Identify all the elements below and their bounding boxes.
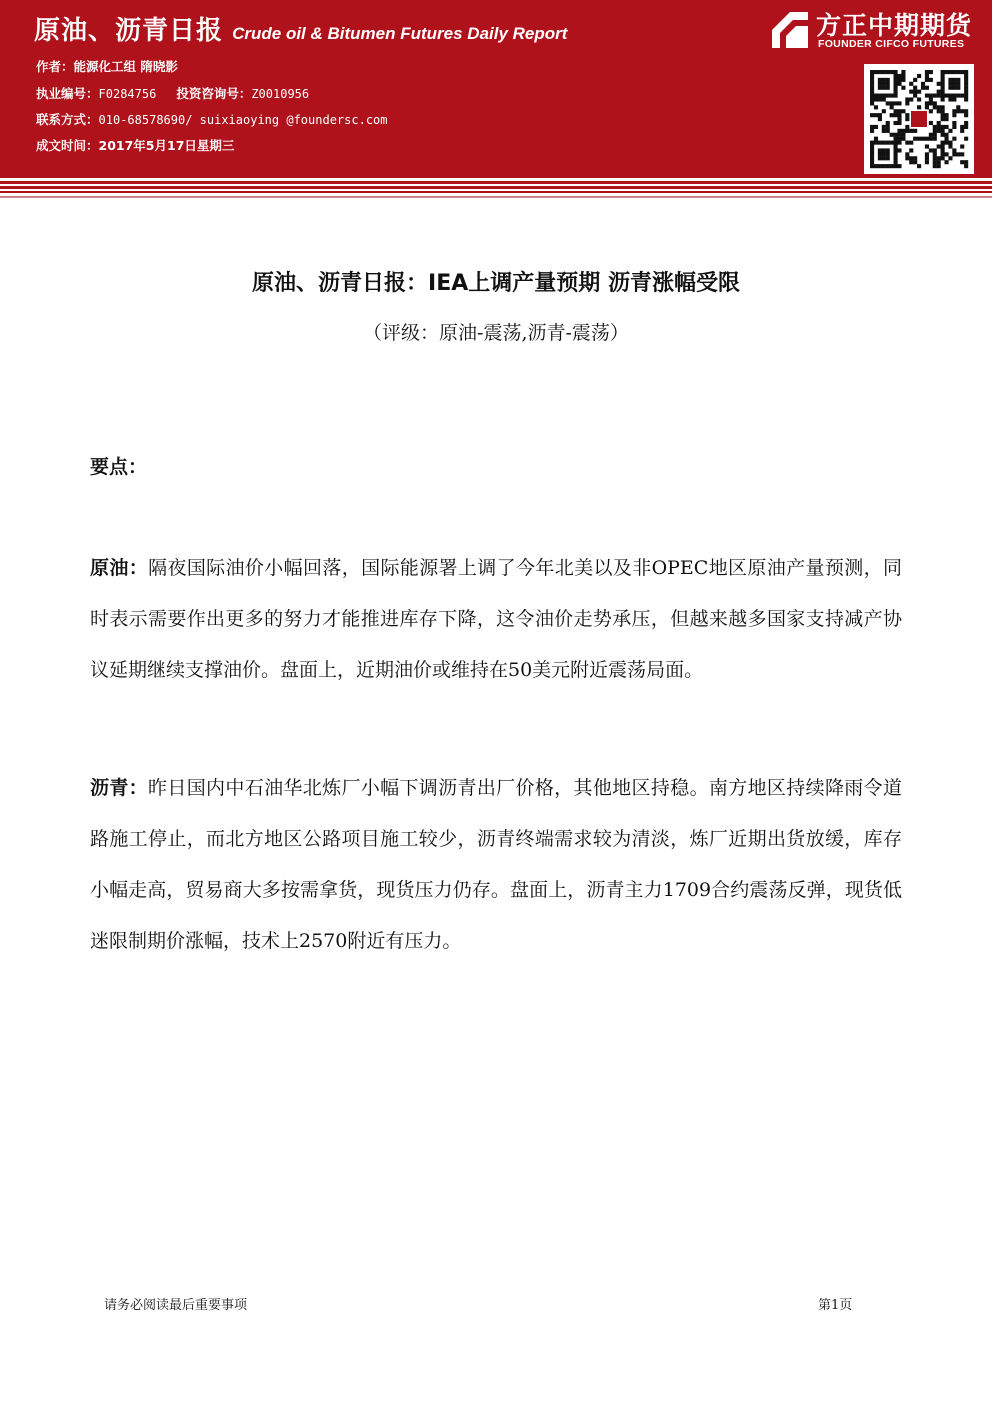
- qr-code-icon: [864, 64, 974, 174]
- report-header: [0, 0, 992, 178]
- section-bitumen: [90, 763, 902, 967]
- header-divider: [0, 191, 992, 193]
- license-label: 执业编号：: [36, 86, 99, 101]
- qr-code: [864, 64, 974, 174]
- license-value: F0284756: [98, 87, 157, 101]
- company-logo: [770, 4, 985, 56]
- logo-name-en: FOUNDER CIFCO FUTURES: [818, 38, 965, 50]
- section-label: 沥青：: [90, 777, 149, 799]
- section-crude-oil: [90, 543, 902, 696]
- author-line: [36, 57, 178, 75]
- header-divider: [0, 186, 992, 189]
- consult-value: Z0010956: [251, 87, 310, 101]
- section-text: 隔夜国际油价小幅回落，国际能源署上调了今年北美以及非OPEC地区原油产量预测，同时表示需要作出更多的努力才能推进库存下降，这令油价走势承压，但越来越多国家支持减产协议延期继续支撑油价。盘面上，近期油价或维持在50美元附近震荡局面。: [90, 557, 902, 681]
- contact-line: [36, 110, 388, 128]
- contact-label: 联系方式：: [36, 112, 99, 127]
- header-divider: [0, 196, 992, 198]
- document-title: 原油、沥青日报：IEA上调产量预期 沥青涨幅受限: [252, 271, 740, 296]
- footer-disclaimer: 请务必阅读最后重要事项: [104, 1298, 248, 1313]
- section-label: 原油：: [90, 557, 149, 579]
- rating-line: （评级：原油-震荡,沥青-震荡）: [363, 322, 629, 344]
- author-label: 作者：: [36, 59, 74, 74]
- header-divider: [0, 181, 992, 184]
- license-line: [36, 84, 309, 102]
- author-value: 能源化工组 隋晓影: [73, 59, 178, 74]
- page-number: 第1页: [818, 1298, 853, 1313]
- report-title-en: Crude oil & Bitumen Futures Daily Report: [232, 24, 568, 43]
- report-title: [34, 10, 567, 47]
- consult-label: 投资咨询号：: [176, 86, 252, 101]
- key-points-heading: 要点：: [90, 456, 148, 478]
- logo-name-cn: 方正中期期货: [816, 11, 973, 40]
- date-label: 成文时间：: [36, 138, 99, 153]
- section-text: 昨日国内中石油华北炼厂小幅下调沥青出厂价格，其他地区持稳。南方地区持续降雨令道路施工停止，而北方地区公路项目施工较少，沥青终端需求较为清淡，炼厂近期出货放缓，库存小幅走高，贸易商大多按需拿货，现货压力仍存。盘面上，沥青主力1709合约震荡反弹，现货低迷限制期价涨幅，技术上2570附近有压力。: [90, 777, 902, 952]
- contact-value: 010-68578690/ suixiaoying @foundersc.com: [98, 113, 388, 127]
- date-line: [36, 136, 234, 154]
- date-value: 2017年5月17日星期三: [98, 138, 235, 153]
- founder-logo-icon: [770, 10, 810, 50]
- report-title-cn: 原油、沥青日报: [34, 16, 224, 46]
